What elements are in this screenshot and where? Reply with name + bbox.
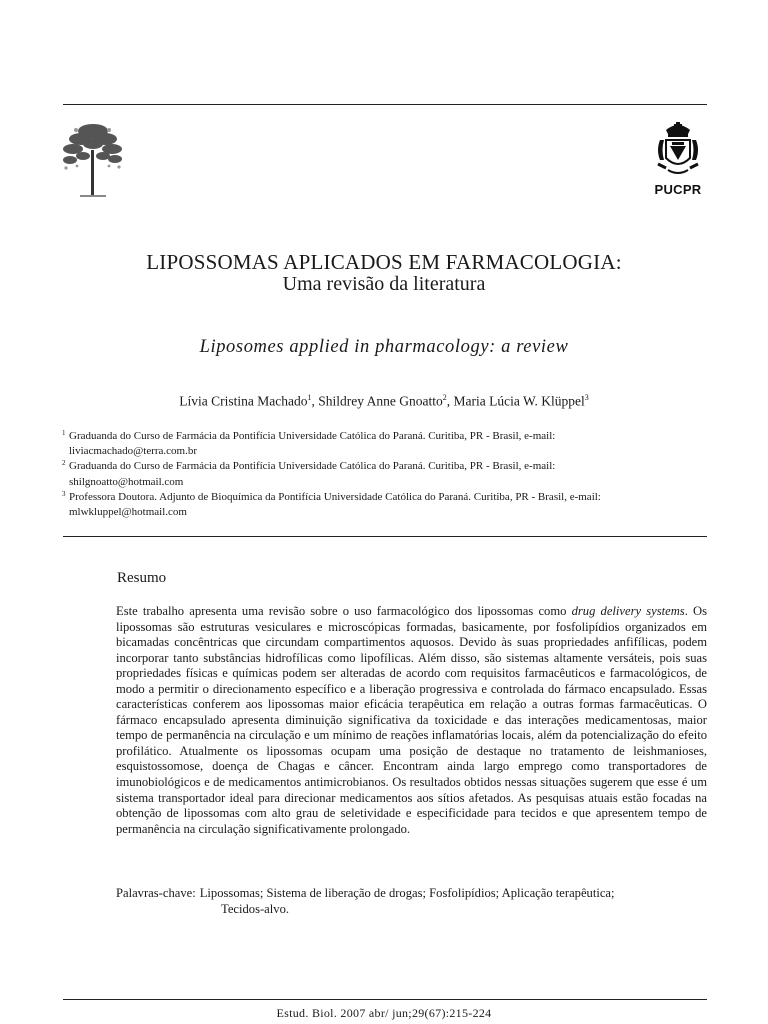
affiliation-text: Professora Doutora. Adjunto de Bioquímica da Pontifícia Universidade Católica do Paraná. Curitiba, PR - Brasil, e-mail:	[69, 490, 601, 503]
author-affiliation-mark: 1	[307, 393, 312, 402]
author-list	[0, 393, 768, 410]
footer-rule	[63, 999, 707, 1000]
author-separator: ,	[446, 393, 454, 409]
keywords-block	[116, 885, 708, 917]
author-affiliation-mark: 3	[584, 393, 589, 402]
author-name: Lívia Cristina Machado	[179, 393, 308, 409]
english-title: Liposomes applied in pharmacology: a review	[199, 337, 569, 357]
affiliation-list	[62, 429, 708, 520]
affiliation-text: Graduanda do Curso de Farmácia da Pontifícia Universidade Católica do Paraná. Curitiba, PR - Brasil, e-mail:	[69, 460, 556, 473]
author-separator: ,	[311, 393, 319, 409]
author-name: Maria Lúcia W. Klüppel	[453, 393, 585, 409]
affiliation-number: 3	[62, 489, 66, 498]
keywords-label: Palavras-chave:	[116, 886, 196, 900]
affiliation-item	[62, 429, 708, 459]
affiliation-email[interactable]: shilgnoatto@hotmail.com	[69, 475, 184, 488]
affiliation-text: Graduanda do Curso de Farmácia da Pontifícia Universidade Católica do Paraná. Curitiba, PR - Brasil, e-mail:	[69, 430, 556, 442]
author-name: Shildrey Anne Gnoatto	[318, 393, 443, 409]
keywords-line-1: Lipossomas; Sistema de liberação de drogas; Fosfolipídios; Aplicação terapêutica;	[199, 886, 615, 900]
abstract-intro: Este trabalho apresenta uma revisão sobre o uso farmacológico dos lipossomas como	[116, 604, 572, 618]
araucaria-tree-icon	[62, 122, 124, 198]
abstract-italic-term: drug delivery systems	[571, 604, 685, 618]
section-divider	[63, 536, 707, 537]
top-rule	[63, 104, 707, 105]
pucpr-logo-text: PUCPR	[654, 182, 702, 197]
affiliation-number: 2	[62, 459, 66, 468]
author-affiliation-mark: 2	[442, 393, 447, 402]
affiliation-item	[62, 459, 708, 489]
keywords-line-2: Tecidos-alvo.	[221, 902, 290, 916]
affiliation-number: 1	[62, 429, 66, 437]
article-title: LIPOSSOMAS APLICADOS EM FARMACOLOGIA:	[146, 250, 622, 274]
footer-citation: Estud. Biol. 2007 abr/ jun;29(67):215-224	[276, 1006, 492, 1020]
article-subtitle: Uma revisão da literatura	[282, 273, 486, 295]
araucaria-tree-logo	[62, 122, 124, 198]
abstract-heading: Resumo	[117, 570, 167, 586]
affiliation-email[interactable]: liviacmachado@terra.com.br	[69, 445, 198, 458]
pucpr-crest-icon	[652, 120, 704, 180]
abstract-paragraph	[116, 604, 707, 837]
affiliation-item	[62, 490, 708, 520]
affiliation-email[interactable]: mlwkluppel@hotmail.com	[69, 506, 187, 519]
pucpr-logo	[648, 120, 708, 200]
abstract-body: . Os lipossomas são estruturas vesiculares e microscópicas formadas, basicamente, por fosfolipídios organizados em bicamadas concêntricas que circundam compartimentos aquosos. Devido às suas propriedades anfifílicas, podem incorporar tanto substâncias hidrofílicas como lipofílicas. Além disso, são sistemas altamente versáteis, pois suas propriedades físicas e químicas podem ser alteradas de acordo com requisitos farmacêuticos e farmacológicos, de modo a permitir o direcionamento específico e a liberação progressiva e controlada do fármaco encapsulado. Essas características conferem aos lipossomas maior eficácia terapêutica em relação a outras formas farmacêuticas. O fármaco encapsulado apresenta diminuição significativa da toxicidade e das interações medicamentosas, maior tempo de permanência na circulação e um mínimo de reações inflamatórias locais, além da potencialização do efeito profilático. Atualmente os lipossomas ocupam uma posição de destaque no tratamento de leishmanioses, esquistossomose, doença de Chagas e câncer. Encontram ainda largo emprego como transportadores de imunobiológicos e de medicamentos antimicrobianos. Os resultados obtidos nessas situações sugerem que esse é um sistema transportador ideal para direcionar medicamentos aos sítios afetados. As pesquisas atuais estão focadas na obtenção de lipossomas com alto grau de seletividade e especificidade para tecidos e que apresentem tempo de permanência na circulação significativamente prolongado.	[116, 604, 707, 836]
